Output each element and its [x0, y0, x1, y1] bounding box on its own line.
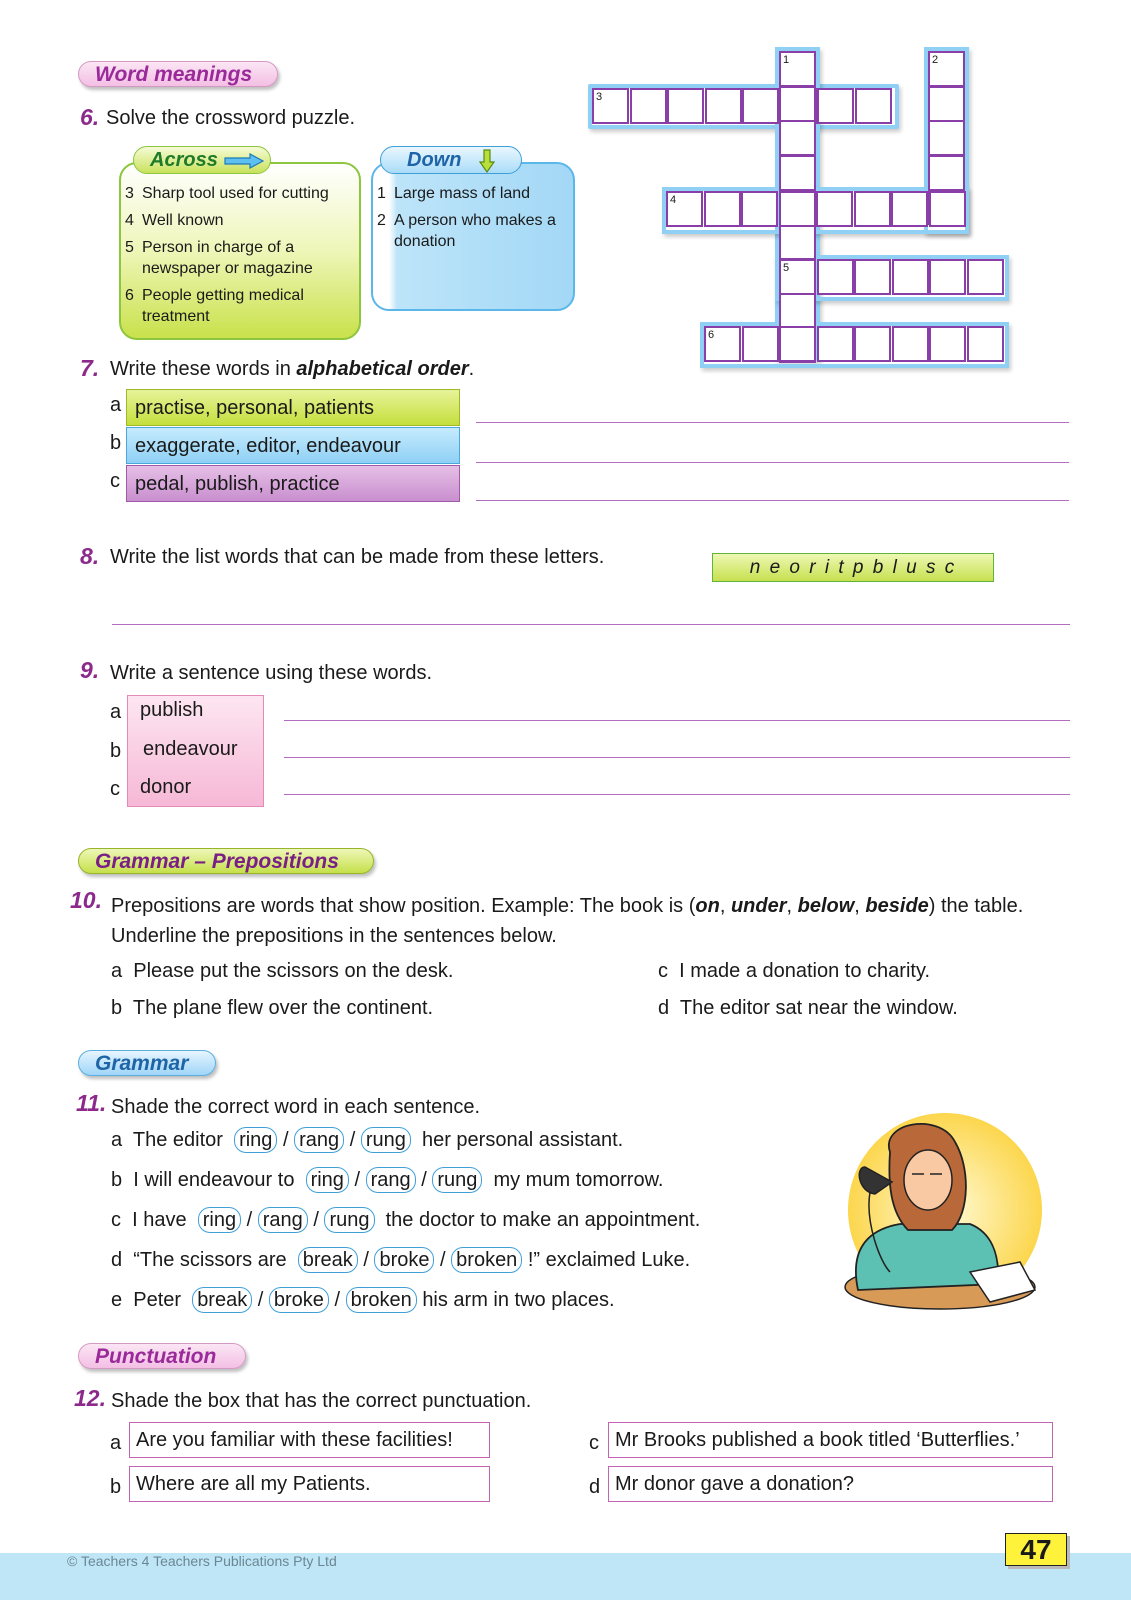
crossword-cell[interactable] [817, 88, 854, 124]
item-letter: a [110, 394, 122, 416]
word-option[interactable]: broke [374, 1247, 434, 1273]
crossword-cell[interactable] [779, 326, 816, 362]
question-number: 11. [76, 1090, 107, 1116]
crossword-cell[interactable] [779, 155, 816, 191]
crossword-cell[interactable] [967, 259, 1004, 295]
word-option[interactable]: ring [306, 1167, 349, 1193]
item-letter: d [589, 1476, 601, 1498]
question-number: 12. [74, 1385, 106, 1411]
crossword-cell[interactable] [928, 86, 965, 122]
crossword-cell[interactable] [854, 191, 891, 227]
crossword-cell[interactable] [929, 259, 966, 295]
question-number: 6. [80, 104, 100, 130]
sentence: a Please put the scissors on the desk. [111, 960, 454, 982]
question-number: 9. [80, 657, 100, 683]
word-option[interactable]: rung [432, 1167, 482, 1193]
crossword-cell[interactable] [817, 259, 854, 295]
word: donor [140, 776, 192, 798]
section-punctuation: Punctuation [78, 1343, 246, 1369]
question-text: Write these words in alphabetical order. [110, 358, 475, 380]
question-number: 7. [80, 355, 100, 381]
section-word-meanings: Word meanings [78, 61, 278, 87]
crossword-cell[interactable] [854, 326, 891, 362]
word-option[interactable]: broke [269, 1287, 329, 1313]
answer-line[interactable] [476, 462, 1069, 463]
word-option[interactable]: rang [294, 1127, 344, 1153]
question-text: Shade the correct word in each sentence. [111, 1096, 481, 1118]
item-letter: c [589, 1432, 599, 1454]
item-letter: b [110, 1476, 122, 1498]
word-option[interactable]: broken [451, 1247, 522, 1273]
crossword-cell[interactable] [928, 155, 965, 191]
sentence: e Peter break / broke / broken his arm in two places. [111, 1289, 615, 1311]
sentence: a The editor ring / rang / rung her personal assistant. [111, 1129, 624, 1151]
answer-line[interactable] [112, 624, 1070, 625]
down-clue: 1 Large mass of land [377, 185, 531, 202]
item-letter: a [110, 1432, 122, 1454]
crossword-cell[interactable] [742, 88, 779, 124]
item-letter: c [110, 778, 120, 800]
crossword-cell[interactable] [741, 191, 778, 227]
sentence: d “The scissors are break / broke / broken !” exclaimed Luke. [111, 1249, 691, 1271]
word: endeavour [143, 738, 238, 760]
item-letter: a [110, 701, 122, 723]
punctuation-option-box[interactable]: Mr donor gave a donation? [608, 1466, 1053, 1502]
letter-tiles: n e o r i t p b l u s c [712, 553, 994, 582]
word-option[interactable]: break [192, 1287, 252, 1313]
question-text: Write a sentence using these words. [110, 662, 433, 684]
woman-on-phone-illustration [820, 1112, 1050, 1322]
crossword-cell[interactable] [779, 86, 816, 122]
question-text: Solve the crossword puzzle. [106, 107, 356, 129]
crossword-cell[interactable] [891, 191, 928, 227]
answer-line[interactable] [284, 757, 1070, 758]
crossword-cell[interactable] [779, 224, 816, 260]
crossword-cell[interactable] [928, 120, 965, 156]
crossword-cell[interactable] [854, 259, 891, 295]
question-number: 10. [70, 887, 102, 913]
crossword-clue-number: 1 [783, 54, 790, 66]
across-title: Across [150, 149, 218, 171]
question-text: Shade the box that has the correct punctuation. [111, 1390, 532, 1412]
across-clue: 4 Well known [125, 212, 224, 229]
word-option[interactable]: ring [234, 1127, 277, 1153]
crossword-cell[interactable] [929, 191, 966, 227]
crossword-clue-number: 6 [708, 329, 715, 341]
sentence: c I have ring / rang / rung the doctor to make an appointment. [111, 1209, 701, 1231]
crossword-cell[interactable] [705, 88, 742, 124]
crossword-clue-number: 5 [783, 262, 790, 274]
sentence: c I made a donation to charity. [658, 960, 931, 982]
crossword-cell[interactable] [779, 293, 816, 329]
word-group-box: pedal, publish, practice [126, 465, 460, 502]
across-clue: 3 Sharp tool used for cutting [125, 185, 329, 202]
word-option[interactable]: rang [366, 1167, 416, 1193]
crossword-grid [0, 0, 1131, 380]
crossword-cell[interactable] [967, 326, 1004, 362]
question-text: Underline the prepositions in the sentences below. [111, 925, 557, 947]
question-text: Prepositions are words that show position. Example: The book is (on, under, below, beside) the table. [111, 895, 1024, 917]
page-number: 47 [1005, 1533, 1067, 1566]
answer-line[interactable] [284, 720, 1070, 721]
across-clue: 6 People getting medical treatment [125, 287, 304, 325]
word: publish [140, 699, 204, 721]
down-title: Down [407, 149, 462, 171]
down-clue: 2 A person who makes a donation [377, 212, 556, 250]
crossword-cell[interactable] [855, 88, 892, 124]
crossword-cell[interactable] [892, 326, 929, 362]
punctuation-option-box[interactable]: Mr Brooks published a book titled ‘Butterflies.’ [608, 1422, 1053, 1458]
word-option[interactable]: ring [198, 1207, 241, 1233]
punctuation-option-box[interactable]: Where are all my Patients. [129, 1466, 490, 1502]
sentence: d The editor sat near the window. [658, 997, 958, 1019]
section-grammar: Grammar [78, 1050, 216, 1076]
question-number: 8. [80, 543, 100, 569]
crossword-cell[interactable] [704, 191, 741, 227]
sentence: b The plane flew over the continent. [111, 997, 434, 1019]
crossword-clue-number: 2 [932, 54, 939, 66]
crossword-clue-number: 3 [596, 91, 603, 103]
crossword-cell[interactable] [816, 191, 853, 227]
word-group-box: exaggerate, editor, endeavour [126, 427, 460, 464]
answer-line[interactable] [476, 500, 1069, 501]
crossword-clue-number: 4 [670, 194, 677, 206]
word-group-box: practise, personal, patients [126, 389, 460, 426]
answer-line[interactable] [284, 794, 1070, 795]
crossword-cell[interactable] [892, 259, 929, 295]
crossword-cell[interactable] [817, 326, 854, 362]
section-grammar-prepositions: Grammar – Prepositions [78, 848, 374, 874]
word-option[interactable]: break [298, 1247, 358, 1273]
sentence: b I will endeavour to ring / rang / rung my mum tomorrow. [111, 1169, 664, 1191]
punctuation-option-box[interactable]: Are you familiar with these facilities! [129, 1422, 490, 1458]
word-option[interactable]: rang [258, 1207, 308, 1233]
item-letter: b [110, 740, 122, 762]
word-option[interactable]: rung [324, 1207, 374, 1233]
crossword-cell[interactable] [742, 326, 779, 362]
crossword-cell[interactable] [779, 191, 816, 227]
question-text: Write the list words that can be made from these letters. [110, 546, 605, 568]
crossword-cell[interactable] [929, 326, 966, 362]
answer-line[interactable] [476, 422, 1069, 423]
crossword-cell[interactable] [779, 120, 816, 156]
copyright: © Teachers 4 Teachers Publications Pty Ltd [67, 1553, 337, 1569]
across-clue: 5 Person in charge of a newspaper or magazine [125, 239, 313, 277]
crossword-cell[interactable] [630, 88, 667, 124]
word-option[interactable]: rung [361, 1127, 411, 1153]
word-option[interactable]: broken [346, 1287, 417, 1313]
item-letter: c [110, 470, 120, 492]
item-letter: b [110, 432, 122, 454]
crossword-cell[interactable] [667, 88, 704, 124]
